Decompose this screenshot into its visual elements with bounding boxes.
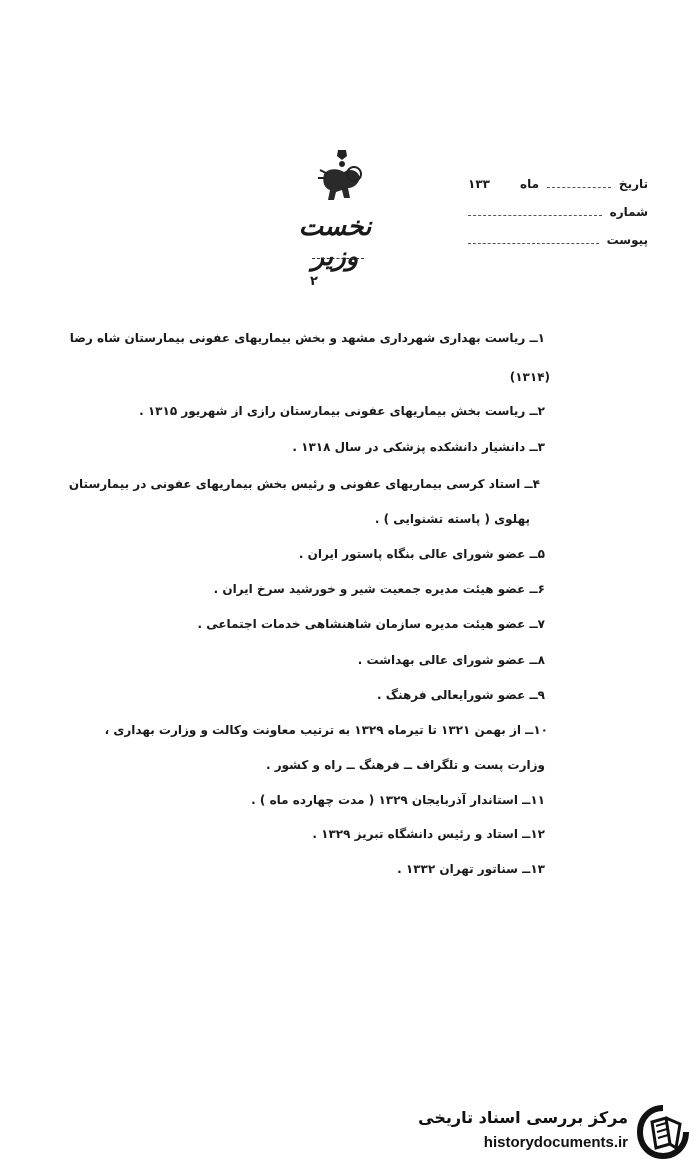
attachment-line: [468, 243, 599, 244]
attachment-label: پیوست: [606, 233, 648, 247]
list-item: ۹ــ عضو شورایعالی فرهنگ .: [377, 688, 545, 702]
attachment-row: [468, 226, 648, 254]
list-item: ۱۳ــ سناتور تهران ۱۳۳۲ .: [397, 862, 545, 876]
date-label: تاریخ: [618, 177, 648, 191]
footer-url: historydocuments.ir: [483, 1134, 628, 1151]
list-item: پهلوی ( پاسته تشنوایی ) .: [374, 512, 530, 526]
date-line: [547, 187, 611, 188]
number-label: شماره: [609, 205, 648, 219]
list-item: ۶ــ عضو هیئت مدیره جمعیت شیر و خورشید سرخ ایران .: [213, 582, 545, 596]
list-item: ۱ــ ریاست بهداری شهرداری مشهد و بخش بیماریهای عفونی بیمارستان شاه رضا: [69, 331, 545, 345]
date-row: [468, 170, 648, 198]
list-item: ۱۱ــ استاندار آذربایجان ۱۳۲۹ ( مدت چهارده ماه ) .: [251, 793, 545, 807]
lion-and-sun-emblem-icon: [314, 148, 370, 208]
list-item: ۱۰ــ از بهمن ۱۳۲۱ تا تیرماه ۱۳۲۹ به ترتیب معاونت وکالت و وزارت بهداری ،: [104, 723, 548, 737]
letter-meta: [468, 170, 648, 254]
book-logo-icon: [636, 1104, 690, 1160]
list-item: ۴ــ استاد کرسی بیماریهای عفونی و رئیس بخش بیماریهای عفونی در بیمارستان: [68, 477, 540, 491]
page-number: ۲: [310, 274, 318, 289]
number-row: [468, 198, 648, 226]
office-title: نخست وزیر: [298, 212, 372, 272]
title-divider: [312, 258, 364, 259]
month-label: ماه: [519, 177, 540, 191]
list-item: ۸ــ عضو شورای عالی بهداشت .: [357, 653, 545, 667]
date-value: ۱۳۳: [468, 177, 490, 191]
list-item: ۳ــ دانشیار دانشکده پزشکی در سال ۱۳۱۸ .: [292, 440, 545, 454]
footer-watermark: [400, 1104, 690, 1162]
list-item: ۷ــ عضو هیئت مدیره سازمان شاهنشاهی خدمات اجتماعی .: [197, 617, 545, 631]
footer-org-name: مرکز بررسی اسناد تاریخی: [418, 1108, 628, 1127]
number-line: [468, 215, 602, 216]
list-item: (۱۳۱۴): [509, 370, 550, 384]
list-item: ۲ــ ریاست بخش بیماریهای عفونی بیمارستان رازی از شهریور ۱۳۱۵ .: [139, 404, 545, 418]
list-item: ۱۲ــ استاد و رئیس دانشگاه تبریز ۱۳۲۹ .: [312, 827, 545, 841]
list-item: وزارت پست و تلگراف ــ فرهنگ ــ راه و کشور .: [266, 758, 545, 772]
list-item: ۵ــ عضو شورای عالی بنگاه پاستور ایران .: [298, 547, 545, 561]
